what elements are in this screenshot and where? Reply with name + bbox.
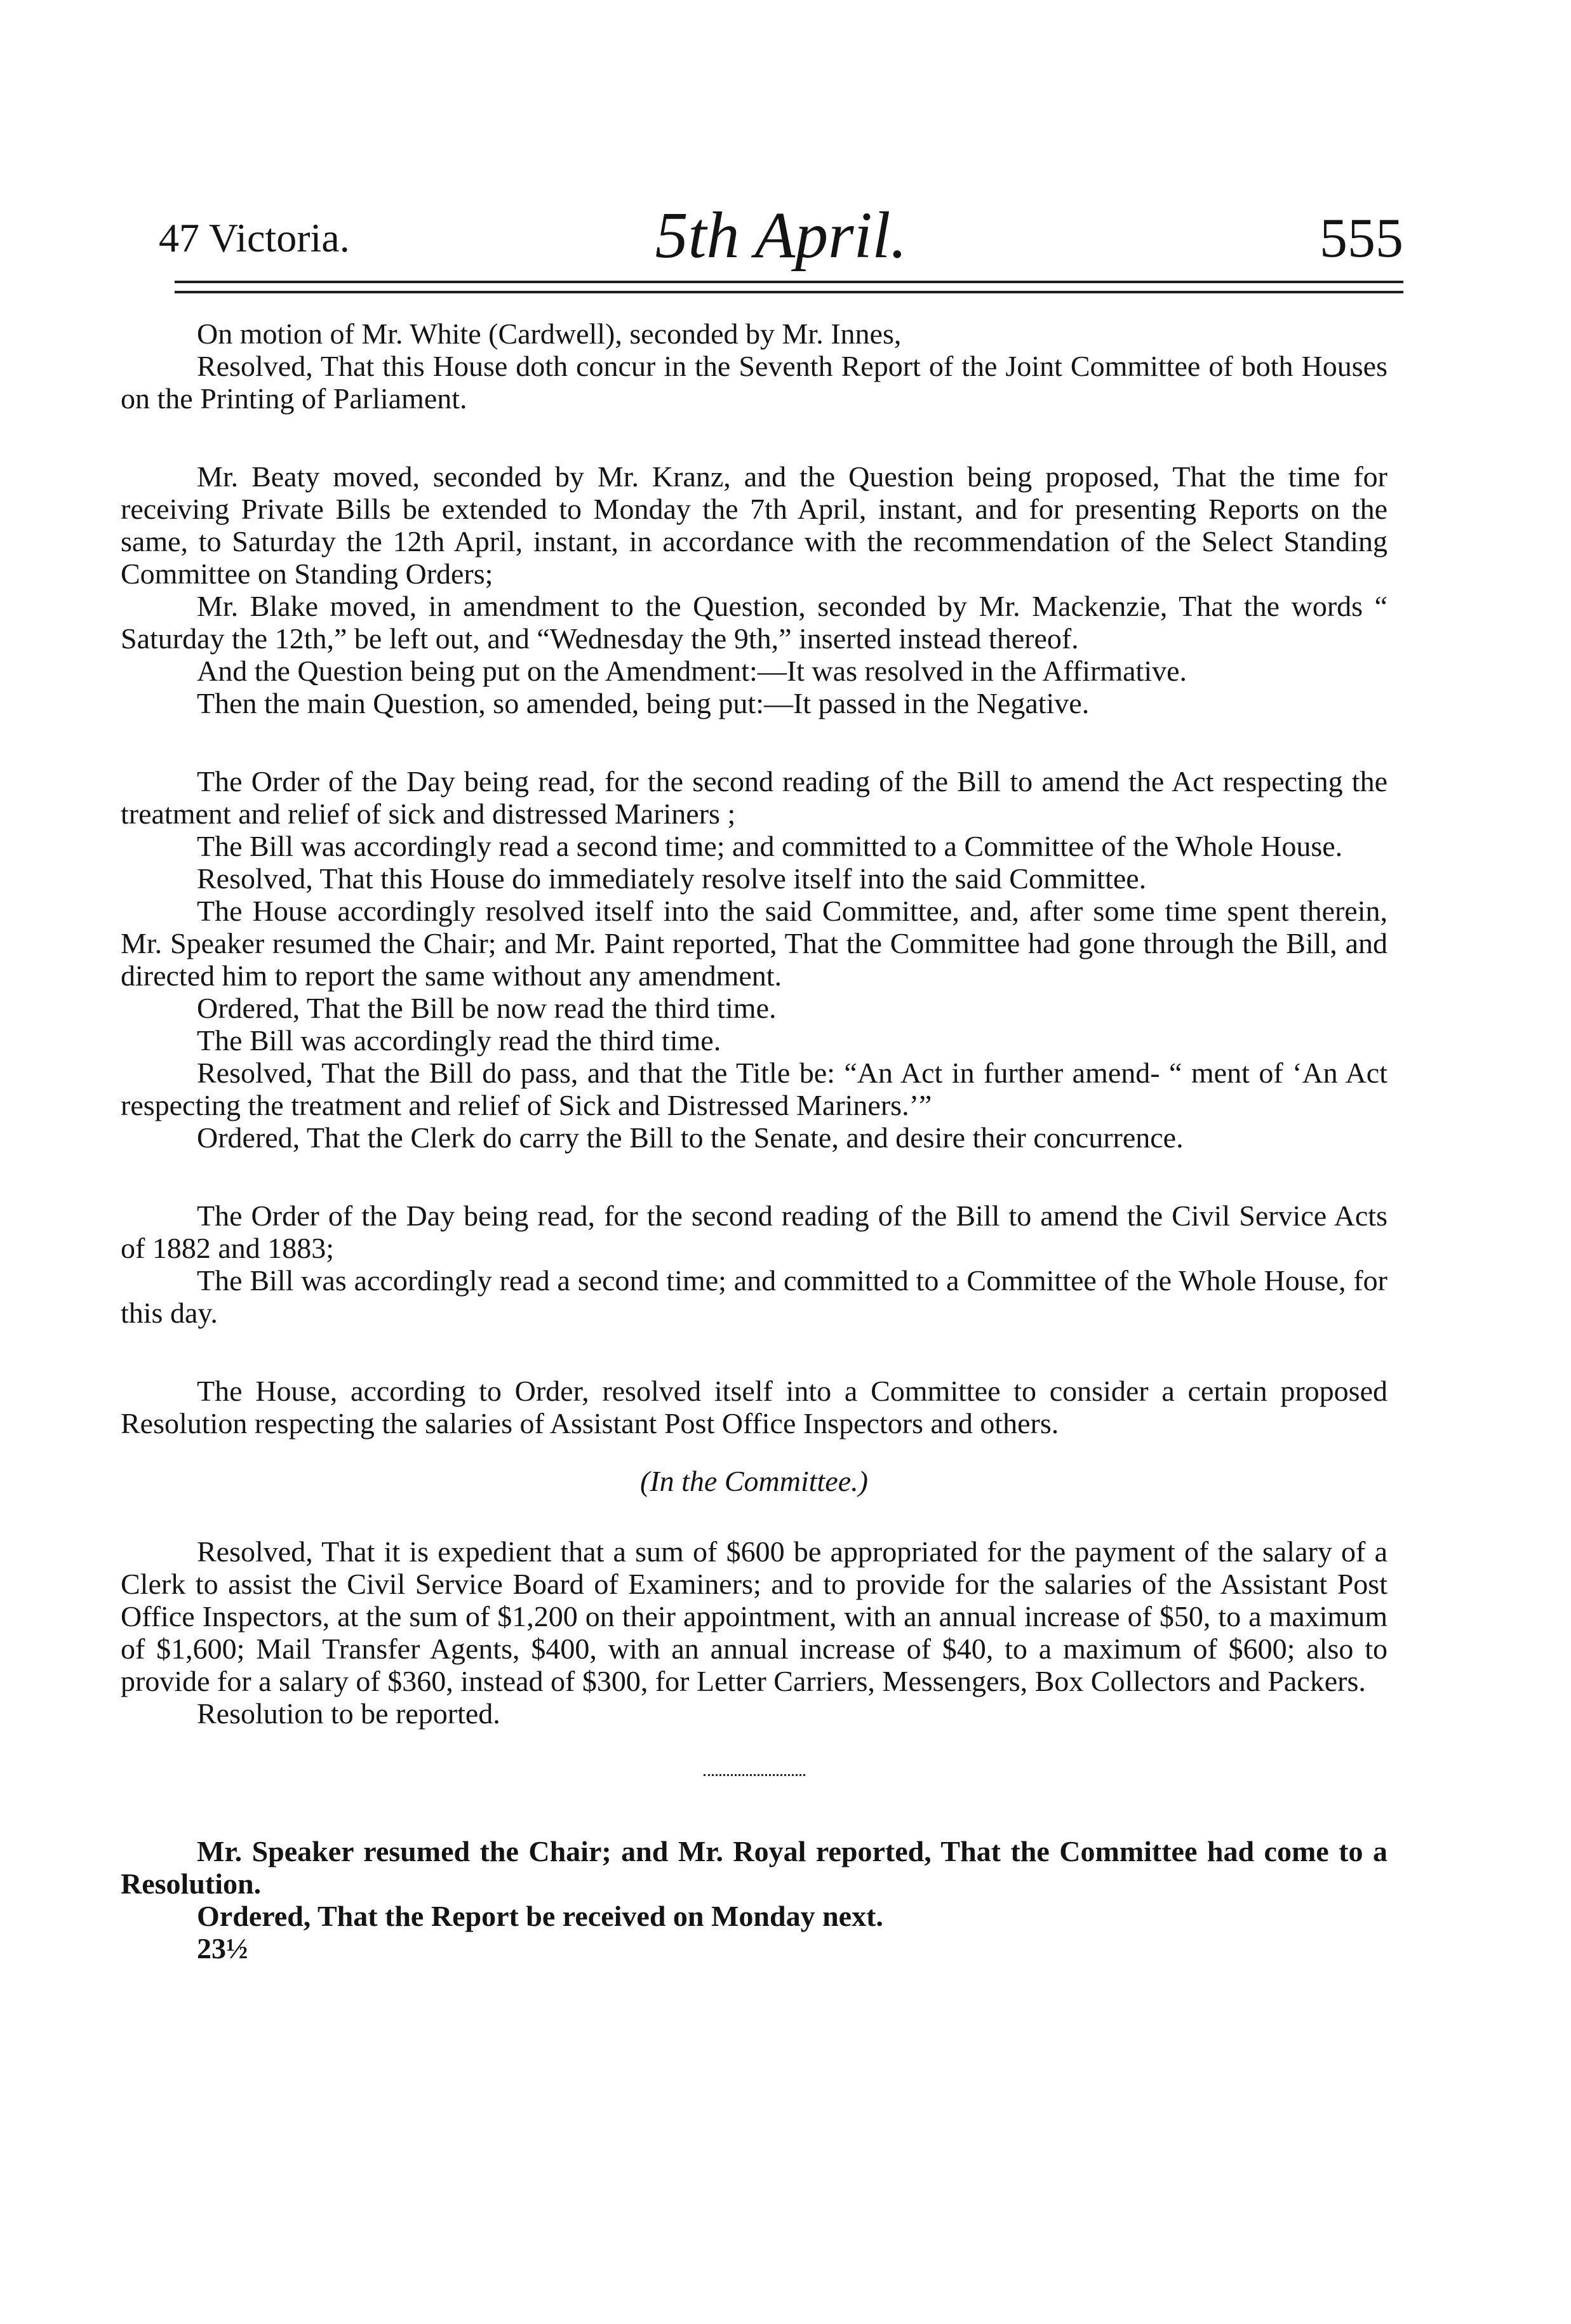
paragraph: The Bill was accordingly read the third time. [197, 1024, 721, 1057]
paragraph: The Bill was accordingly read a second time; and committed to a Committee of the Whole House. [197, 830, 1343, 862]
entry-printing-report [121, 317, 1387, 415]
committee-resolution-block [121, 1535, 1387, 1730]
date-heading: 5th April. [655, 199, 907, 272]
entry-private-bills [121, 460, 1387, 719]
paragraph: The Order of the Day being read, for the second reading of the Bill to amend the Act respecting the treatment and relief of sick and distressed Mariners ; [121, 765, 1387, 830]
entry-mariners-bill [121, 765, 1387, 1154]
header-rule-top [175, 281, 1403, 283]
paragraph: Ordered, That the Bill be now read the third time. [197, 992, 777, 1024]
paragraph: Mr. Blake moved, in amendment to the Question, seconded by Mr. Mackenzie, That the words “ Saturday the 12th,” be left out, and “Wednesday the 9th,” inserted instead thereof. [121, 590, 1387, 655]
paragraph: Mr. Beaty moved, seconded by Mr. Kranz, and the Question being proposed, That the time for receiving Private Bills be extended to Monday the 7th April, instant, and for presenting Reports on the same, to Saturday the 12th April, instant, in accordance with the recommendation of the Select Standing Committee on Standing Orders; [121, 460, 1387, 590]
signature-mark: 23½ [197, 1932, 248, 1965]
entry-civil-service-bill [121, 1199, 1387, 1329]
resolution-to-be-reported: Resolution to be reported. [197, 1697, 500, 1730]
paragraph: Then the main Question, so amended, being put:—It passed in the Negative. [197, 687, 1090, 719]
paragraph: The Order of the Day being read, for the second reading of the Bill to amend the Civil Service Acts of 1882 and 1883; [121, 1199, 1387, 1264]
committee-resolution: Resolved, That it is expedient that a sum of $600 be appropriated for the payment of the salary of a Clerk to assist the Civil Service Board of Examiners; and to provide for the salaries of the Assistant Post Office Inspectors, at the sum of $1,200 on their appointment, with an annual increase of $50, to a maximum of $1,600; Mail Transfer Agents, $400, with an annual increase of $40, to a maximum of $600; also to provide for a salary of $360, instead of $300, for Letter Carriers, Messengers, Box Collectors and Packers. [121, 1535, 1387, 1697]
page-number: 555 [1320, 208, 1403, 269]
closing-block [121, 1835, 1387, 1965]
speaker-report: Mr. Speaker resumed the Chair; and Mr. Royal reported, That the Committee had come to a Resolution. [121, 1835, 1387, 1900]
paragraph: Resolved, That this House doth concur in the Seventh Report of the Joint Committee of both Houses on the Printing of Parliament. [121, 350, 1387, 415]
section-separator [704, 1774, 805, 1778]
paragraph: And the Question being put on the Amendment:—It was resolved in the Affirmative. [197, 655, 1187, 687]
paragraph: Resolved, That this House do immediately resolve itself into the said Committee. [197, 862, 1147, 895]
paragraph: Resolved, That the Bill do pass, and that the Title be: “An Act in further amend- “ ment of ‘An Act respecting the treatment and relief of Sick and Distressed Mariners.’” [121, 1057, 1387, 1121]
paragraph: The House accordingly resolved itself into the said Committee, and, after some time spent therein, Mr. Speaker resumed the Chair; and Mr. Paint reported, That the Committee had gone through the Bill, and directed him to report the same without any amendment. [121, 895, 1387, 992]
paragraph: The Bill was accordingly read a second time; and committed to a Committee of the Whole House, for this day. [121, 1264, 1387, 1329]
entry-committee-salaries [121, 1375, 1387, 1439]
committee-heading: (In the Committee.) [640, 1465, 868, 1497]
paragraph: The House, according to Order, resolved itself into a Committee to consider a certain proposed Resolution respecting the salaries of Assistant Post Office Inspectors and others. [121, 1375, 1387, 1439]
paragraph: On motion of Mr. White (Cardwell), seconded by Mr. Innes, [197, 317, 902, 350]
report-ordered: Ordered, That the Report be received on Monday next. [197, 1900, 883, 1932]
header-rule-bottom [175, 291, 1403, 293]
page-header [159, 190, 1403, 273]
session-label: 47 Victoria. [159, 215, 350, 260]
paragraph: Ordered, That the Clerk do carry the Bill to the Senate, and desire their concurrence. [197, 1121, 1184, 1154]
page-body [121, 317, 1387, 2010]
